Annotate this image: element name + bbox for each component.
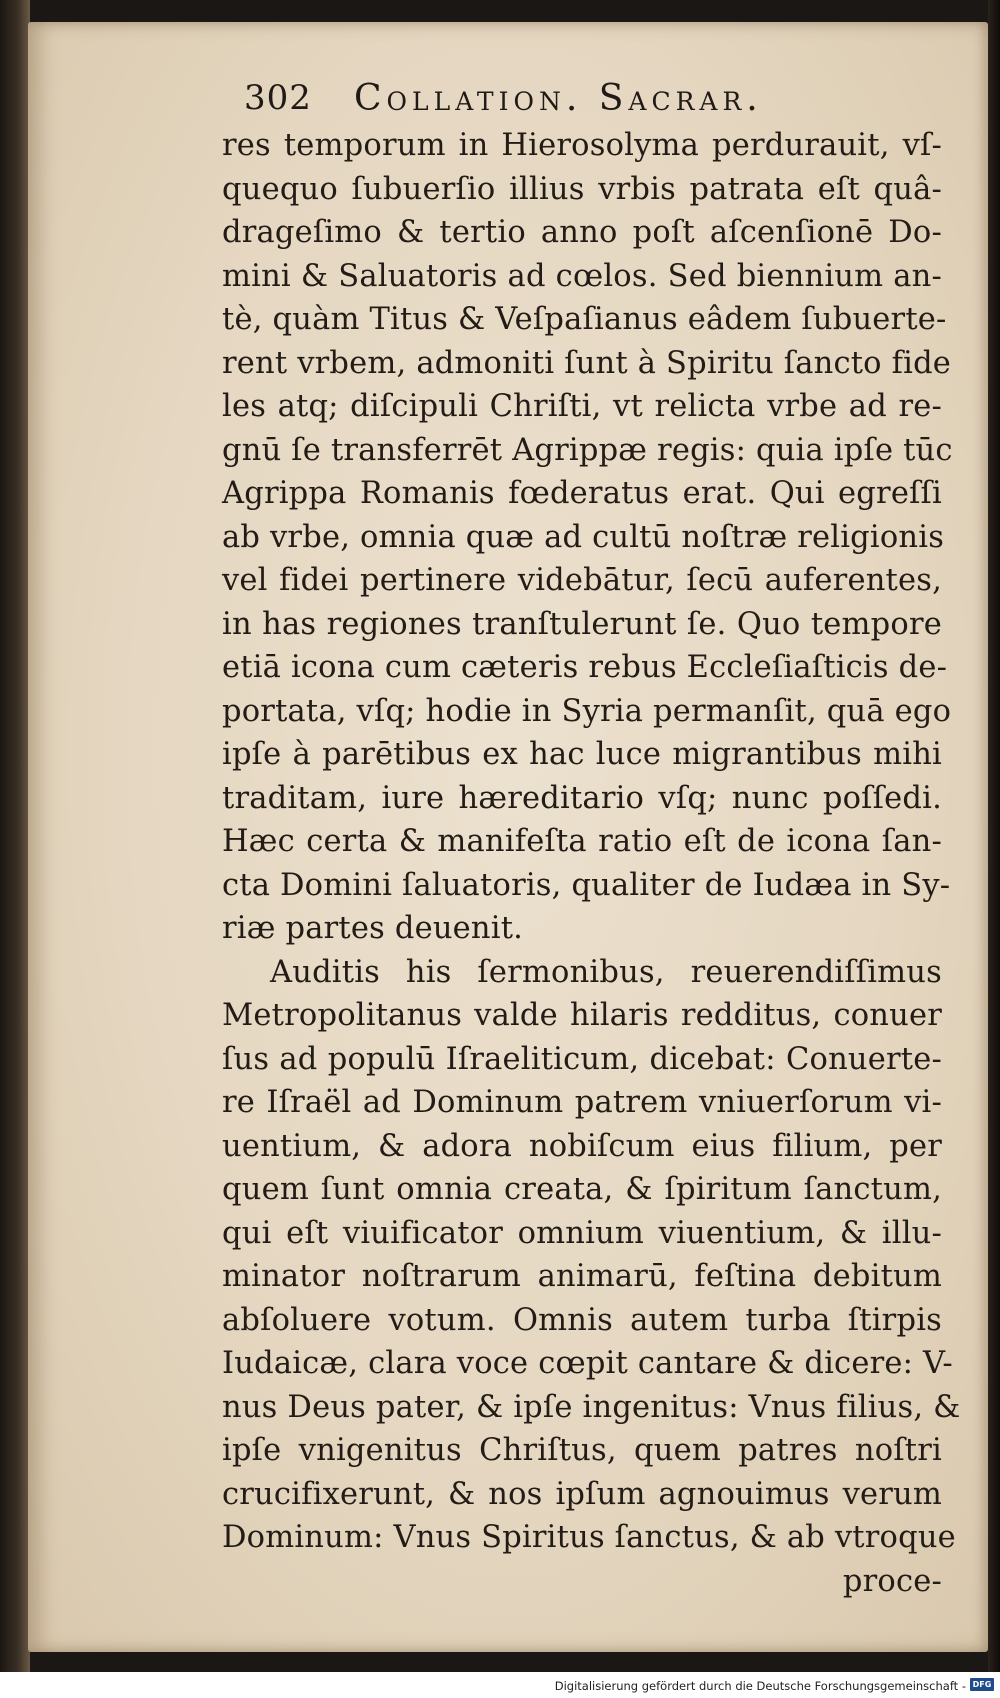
page-number: 302 <box>244 78 312 118</box>
text-line: rent vrbem, admoniti ſunt à Spiritu ſancto fide <box>222 345 952 381</box>
text-line: cta Domini ſaluatoris, qualiter de Iudæa in Sy- <box>222 867 951 903</box>
text-line: crucifixerunt, & nos ipſum agnouimus verum <box>222 1476 942 1512</box>
text-line: traditam, iure hæreditario vſq; nunc poſſedi. <box>222 780 942 816</box>
text-line: Iudaicæ, clara voce cœpit cantare & dicere: V- <box>222 1346 953 1381</box>
text-line: uentium, & adora nobiſcum eius filium, per <box>222 1128 942 1164</box>
footer-bar <box>0 1672 1000 1698</box>
page-header <box>244 78 944 128</box>
text-body <box>222 124 961 1599</box>
catchword: proce- <box>842 1563 942 1599</box>
book-binding-edge <box>0 0 30 1672</box>
text-line: tè, quàm Titus & Veſpaſianus eâdem ſubuerte- <box>222 302 947 337</box>
text-line: quem ſunt omnia creata, & ſpiritum ſanctum, <box>222 1172 942 1207</box>
text-line: ab vrbe, omnia quæ ad cultū noſtræ religionis <box>222 519 945 555</box>
dfg-logo-icon: DFG <box>970 1678 994 1691</box>
text-line: ſus ad populū Iſraeliticum, dicebat: Conuerte- <box>222 1041 942 1077</box>
text-line: ipſe vnigenitus Chriſtus, quem patres noſtri <box>222 1433 942 1468</box>
text-line: res temporum in Hierosolyma perdurauit, vſ- <box>222 128 942 163</box>
text-line: abſoluere votum. Omnis autem turba ſtirpis <box>222 1302 942 1338</box>
text-line: ipſe à parētibus ex hac luce migrantibus mihi <box>222 737 942 772</box>
text-line: nus Deus pater, & ipſe ingenitus: Vnus filius, & <box>222 1389 961 1425</box>
text-line: mini & Saluatoris ad cœlos. Sed biennium an- <box>222 258 942 294</box>
funding-credit: Digitalisierung gefördert durch die Deutsche Forschungsgemeinschaft - <box>554 1679 966 1693</box>
text-line: riæ partes deuenit. <box>222 911 524 946</box>
text-line: vel fidei pertinere videbātur, ſecū auferentes, <box>222 563 942 598</box>
text-line: gnū ſe transferrēt Agrippæ regis: quia ipſe tūc <box>222 432 953 468</box>
text-line: Hæc certa & manifeſta ratio eſt de icona ſan- <box>222 824 942 859</box>
text-line: in has regiones tranſtulerunt ſe. Quo tempore <box>222 606 942 642</box>
text-line: Auditis his ſermonibus, reuerendiſſimus <box>270 954 942 990</box>
text-line: Metropolitanus valde hilaris redditus, conuer <box>222 998 942 1033</box>
text-line: portata, vſq; hodie in Syria permanſit, quā ego <box>222 693 952 729</box>
text-line: drageſimo & tertio anno poſt aſcenſionē Do- <box>222 215 942 250</box>
text-line: qui eſt viuificator omnium viuentium, & illu- <box>222 1215 942 1251</box>
text-line: Agrippa Romanis fœderatus erat. Qui egreſſi <box>222 476 942 511</box>
book-right-edge <box>988 0 1000 1672</box>
running-title: Collation. Sacrar. <box>354 78 763 119</box>
text-line: re Iſraël ad Dominum patrem vniuerſorum vi- <box>222 1085 942 1120</box>
text-line: etiā icona cum cæteris rebus Eccleſiaſticis de- <box>222 650 948 685</box>
text-line: les atq; diſcipuli Chriſti, vt relicta vrbe ad re- <box>222 389 942 424</box>
text-line: quequo ſubuerſio illius vrbis patrata eſt quâ- <box>222 171 942 207</box>
text-line: Dominum: Vnus Spiritus ſanctus, & ab vtroque <box>222 1520 956 1555</box>
text-line: minator noſtrarum animarū, feſtina debitum <box>222 1259 942 1294</box>
